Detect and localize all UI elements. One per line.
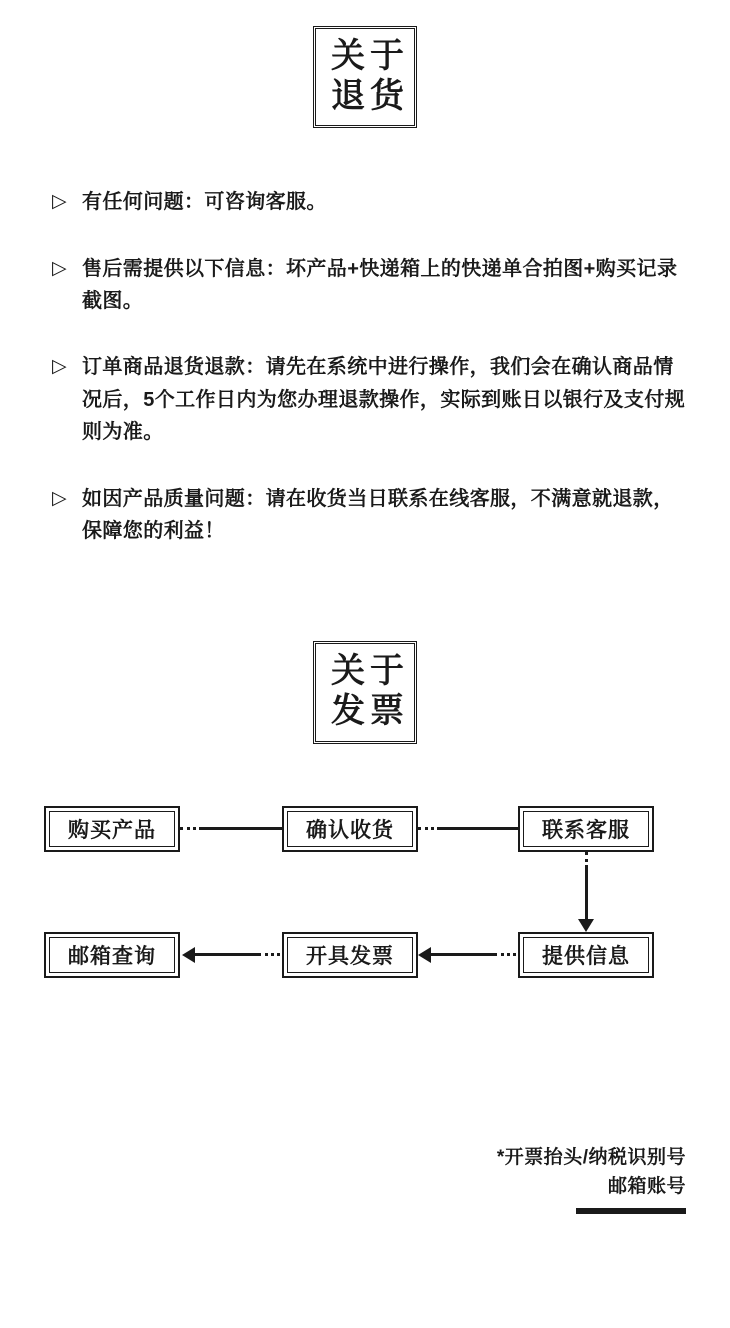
dotted-stub — [494, 953, 516, 956]
triangle-bullet-icon: ▷ — [52, 487, 67, 509]
stamp-line-2: 发票 — [331, 692, 409, 731]
list-item — [52, 253, 686, 318]
arrow-shaft — [195, 953, 258, 956]
invoice-heading-stamp — [0, 641, 730, 743]
list-item — [52, 483, 686, 548]
flow-node-purchase: 购买产品 — [44, 806, 180, 852]
list-item-text: 订单商品退货退款：请先在系统中进行操作，我们会在确认商品情况后，5个工作日内为您办理退款操作，实际到账日以银行及支付规则为准。 — [82, 356, 686, 444]
list-item — [52, 186, 686, 218]
triangle-bullet-icon: ▷ — [52, 191, 67, 213]
stamp-line-1: 关于 — [331, 37, 409, 75]
flow-edge-support-to-info — [579, 852, 593, 932]
dotted-stub — [418, 827, 440, 830]
arrow-head-left-icon — [182, 947, 195, 963]
flow-edge-issue-to-mailbox — [182, 948, 280, 962]
stamp-box-returns — [313, 26, 417, 128]
flow-node-mailbox-query: 邮箱查询 — [44, 932, 180, 978]
stamp-box-invoice — [313, 641, 417, 743]
stamp-line-1: 关于 — [331, 652, 409, 691]
flow-edge-info-to-issue — [418, 948, 516, 962]
list-item-text: 如因产品质量问题：请在收货当日联系在线客服，不满意就退款，保障您的利益！ — [82, 487, 674, 542]
flow-node-confirm-receipt: 确认收货 — [282, 806, 418, 852]
dotted-stub-vertical — [585, 852, 588, 868]
dotted-stub — [258, 953, 280, 956]
arrow-head-down-icon — [578, 919, 594, 932]
list-item-text: 售后需提供以下信息：坏产品+快递箱上的快递单合拍图+购买记录截图。 — [82, 257, 678, 312]
arrow-shaft — [431, 953, 494, 956]
list-item-text: 有任何问题：可咨询客服。 — [82, 191, 327, 214]
footnote-underline — [576, 1208, 686, 1214]
invoice-flow-diagram — [40, 806, 690, 1106]
list-item — [52, 351, 686, 448]
footnote-line-2: 邮箱账号 — [607, 1175, 686, 1197]
footnote-line-1: *开票抬头/纳税识别号 — [496, 1147, 686, 1168]
triangle-bullet-icon: ▷ — [52, 356, 67, 378]
flow-node-issue-invoice: 开具发票 — [282, 932, 418, 978]
arrow-shaft-vertical — [585, 868, 588, 919]
arrow-head-left-icon — [418, 947, 431, 963]
invoice-footnote — [497, 1144, 686, 1214]
returns-heading-stamp — [0, 26, 730, 128]
triangle-bullet-icon: ▷ — [52, 257, 67, 279]
flow-node-contact-support: 联系客服 — [518, 806, 654, 852]
dotted-stub — [180, 827, 202, 830]
returns-bullet-list — [0, 186, 730, 547]
flow-node-provide-info: 提供信息 — [518, 932, 654, 978]
stamp-line-2: 退货 — [331, 77, 409, 116]
